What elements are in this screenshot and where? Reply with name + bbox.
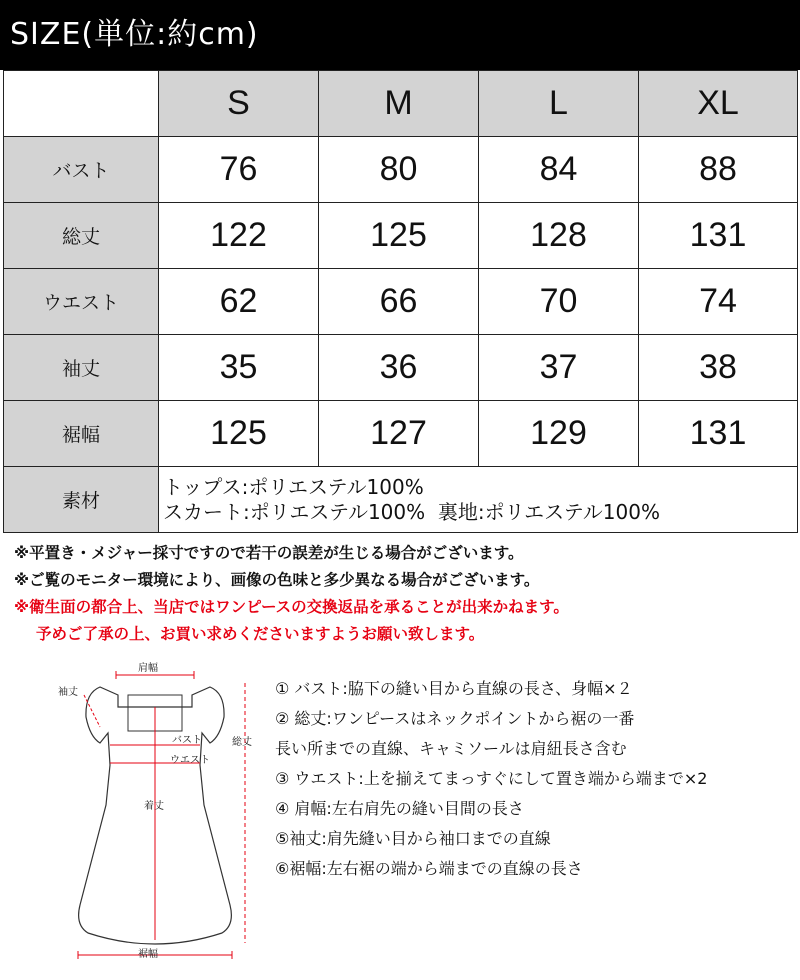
label-total: 総丈 — [232, 737, 252, 748]
table-cell: 35 — [159, 335, 319, 401]
explanation-bust: ① バスト:脇下の縫い目から直線の長さ、身幅×２ — [275, 679, 633, 698]
notes — [14, 540, 794, 648]
explanation-sleeve: ⑤袖丈:肩先縫い目から袖口までの直線 — [275, 829, 551, 848]
table-row — [4, 137, 798, 203]
size-l-header: L — [479, 71, 639, 137]
row-label-hem: 裾幅 — [4, 401, 159, 467]
table-cell: 84 — [479, 137, 639, 203]
label-length: 着丈 — [144, 801, 164, 812]
table-cell: 122 — [159, 203, 319, 269]
row-label-bust: バスト — [4, 137, 159, 203]
label-sleeve: 袖丈 — [58, 687, 78, 698]
material-text — [159, 467, 798, 533]
label-shoulder: 肩幅 — [138, 663, 158, 674]
label-hem: 裾幅 — [138, 949, 158, 960]
row-label-total-length: 総丈 — [4, 203, 159, 269]
row-label-material: 素材 — [4, 467, 159, 533]
material-row — [4, 467, 798, 533]
table-cell: 37 — [479, 335, 639, 401]
material-line-1: トップス:ポリエステル100% — [163, 474, 424, 499]
size-s-header: S — [159, 71, 319, 137]
row-label-sleeve: 袖丈 — [4, 335, 159, 401]
material-line-2: スカート:ポリエステル100% 裏地:ポリエステル100% — [163, 499, 660, 524]
table-cell: 131 — [639, 401, 798, 467]
note-no-returns: ※衛生面の都合上、当店ではワンピースの交換返品を承ることが出来かねます。 — [14, 598, 569, 616]
table-cell: 88 — [639, 137, 798, 203]
table-cell: 74 — [639, 269, 798, 335]
table-cell: 125 — [319, 203, 479, 269]
note-monitor: ※ご覧のモニター環境により、画像の色味と多少異なる場合がございます。 — [14, 571, 540, 589]
row-label-waist: ウエスト — [4, 269, 159, 335]
table-row — [4, 269, 798, 335]
table-cell: 76 — [159, 137, 319, 203]
table-cell: 70 — [479, 269, 639, 335]
table-cell: 66 — [319, 269, 479, 335]
table-cell: 129 — [479, 401, 639, 467]
size-m-header: M — [319, 71, 479, 137]
explanation-total-length-cont: 長い所までの直線、キャミソールは肩紐長さ含む — [275, 739, 627, 758]
table-cell: 131 — [639, 203, 798, 269]
table-cell: 127 — [319, 401, 479, 467]
explanation-hem: ⑥裾幅:左右裾の端から端までの直線の長さ — [275, 859, 583, 878]
table-row — [4, 335, 798, 401]
explanation-total-length: ② 総丈:ワンピースはネックポイントから裾の一番 — [275, 709, 635, 728]
label-waist: ウエスト — [170, 755, 210, 766]
measurement-explanations — [275, 674, 795, 884]
table-row — [4, 203, 798, 269]
note-apology: 予めご了承の上、お買い求めくださいますようお願い致します。 — [36, 625, 485, 643]
measurement-diagram — [40, 655, 270, 965]
size-header-row — [4, 71, 798, 137]
size-title: SIZE(単位:約cm) — [10, 17, 259, 52]
table-cell: 80 — [319, 137, 479, 203]
table-cell: 38 — [639, 335, 798, 401]
size-title-bar — [0, 0, 800, 70]
label-bust: バスト — [172, 735, 202, 746]
table-cell: 62 — [159, 269, 319, 335]
table-cell: 128 — [479, 203, 639, 269]
size-xl-header: XL — [639, 71, 798, 137]
note-measurement: ※平置き・メジャー採寸ですので若干の誤差が生じる場合がございます。 — [14, 544, 524, 562]
table-cell: 125 — [159, 401, 319, 467]
table-cell: 36 — [319, 335, 479, 401]
explanation-shoulder: ④ 肩幅:左右肩先の縫い目間の長さ — [275, 799, 524, 818]
table-row — [4, 401, 798, 467]
corner-cell — [4, 71, 159, 137]
explanation-waist: ③ ウエスト:上を揃えてまっすぐにして置き端から端まで×2 — [275, 769, 708, 788]
size-table — [3, 70, 798, 533]
